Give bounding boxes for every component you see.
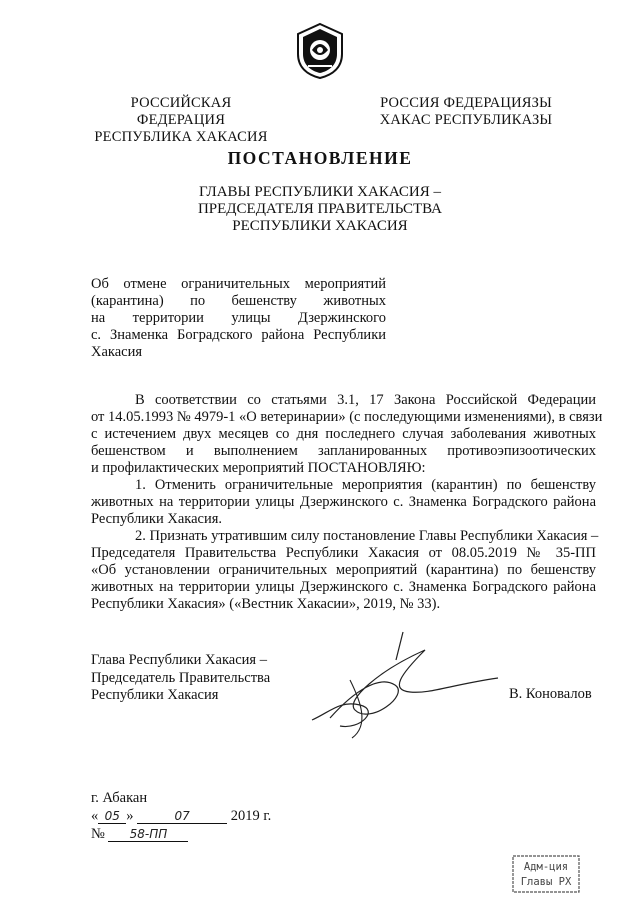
registration-stamp [512, 855, 580, 893]
p2-line2: животных на территории улицы Дзержинского с. Знаменка Боградского района [91, 494, 596, 510]
signatory-position [91, 652, 270, 705]
coat-of-arms-emblem [294, 22, 346, 80]
city: г. Абакан [91, 790, 148, 806]
document-body [91, 392, 603, 613]
subject-line1: Об отмене ограничительных мероприятий [91, 276, 386, 292]
p3-line4: животных на территории улицы Дзержинского с. Знаменка Боградского района [91, 579, 596, 595]
handwritten-signature [300, 630, 500, 740]
signatory-name: В. Коновалов [509, 686, 592, 702]
document-date [91, 808, 271, 825]
document-subtitle [0, 184, 640, 235]
subject-line2: (карантина) по бешенству животных [91, 293, 386, 309]
header-right-line2: ХАКАС РЕСПУБЛИКАЗЫ [379, 112, 553, 128]
subject-line4: с. Знаменка Боградского района Республики [91, 327, 386, 343]
p1-line2: от 14.05.1993 № 4979-1 «О ветеринарии» (с последующими изменениями), в связи [91, 409, 603, 425]
p3-line1: 2. Признать утратившим силу постановление Главы Республики Хакасия – [135, 528, 599, 544]
p1-line3: с истечением двух месяцев со дня последнего случая заболевания животных [91, 426, 596, 442]
header-left [86, 95, 276, 146]
stamp-line2: Главы РХ [520, 876, 572, 888]
p1-line1: В соответствии со статьями 3.1, 17 Закона Российской Федерации [135, 392, 596, 408]
header-left-line2: РЕСПУБЛИКА ХАКАСИЯ [94, 129, 268, 145]
p1-line4: бешенством и выполнением запланированных противоэпизоотических [91, 443, 596, 459]
header-right [376, 95, 556, 129]
number-value: 58-ПП [108, 827, 188, 842]
p2-line1: 1. Отменить ограничительные мероприятия (карантин) по бешенству [135, 477, 596, 493]
date-close-quote: » [126, 808, 134, 824]
document-title: ПОСТАНОВЛЕНИЕ [227, 148, 413, 168]
document-subject [91, 276, 386, 361]
stamp-line1: Адм-ция [523, 861, 569, 873]
subject-line3: на территории улицы Дзержинского [91, 310, 386, 326]
date-year: 2019 г. [230, 808, 272, 824]
p2-line3: Республики Хакасия. [91, 511, 223, 527]
subtitle-line1: ГЛАВЫ РЕСПУБЛИКИ ХАКАСИЯ – [198, 184, 442, 200]
date-month: 07 [137, 809, 227, 824]
header-right-line1: РОССИЯ ФЕДЕРАЦИЯЗЫ [380, 95, 552, 111]
position-line1: Глава Республики Хакасия – [91, 652, 267, 668]
number-prefix: № [91, 826, 105, 842]
document-number [91, 826, 188, 843]
p3-line3: «Об установлении ограничительных мероприятий (карантина) по бешенству [91, 562, 596, 578]
position-line3: Республики Хакасия [91, 687, 219, 703]
p1-line5: и профилактических мероприятий ПОСТАНОВЛЯЮ: [91, 460, 426, 476]
subtitle-line2: ПРЕДСЕДАТЕЛЯ ПРАВИТЕЛЬСТВА [197, 201, 443, 217]
date-day: 05 [98, 809, 126, 824]
p3-line2: Председателя Правительства Республики Хакасия от 08.05.2019 № 35-ПП [91, 545, 596, 561]
p3-line5: Республики Хакасия» («Вестник Хакасии», 2019, № 33). [91, 596, 441, 612]
header-left-line1: РОССИЙСКАЯ ФЕДЕРАЦИЯ [130, 95, 232, 128]
position-line2: Председатель Правительства [91, 669, 271, 686]
date-open-quote: « [91, 808, 99, 824]
subject-line5: Хакасия [91, 344, 143, 360]
subtitle-line3: РЕСПУБЛИКИ ХАКАСИЯ [232, 218, 408, 234]
